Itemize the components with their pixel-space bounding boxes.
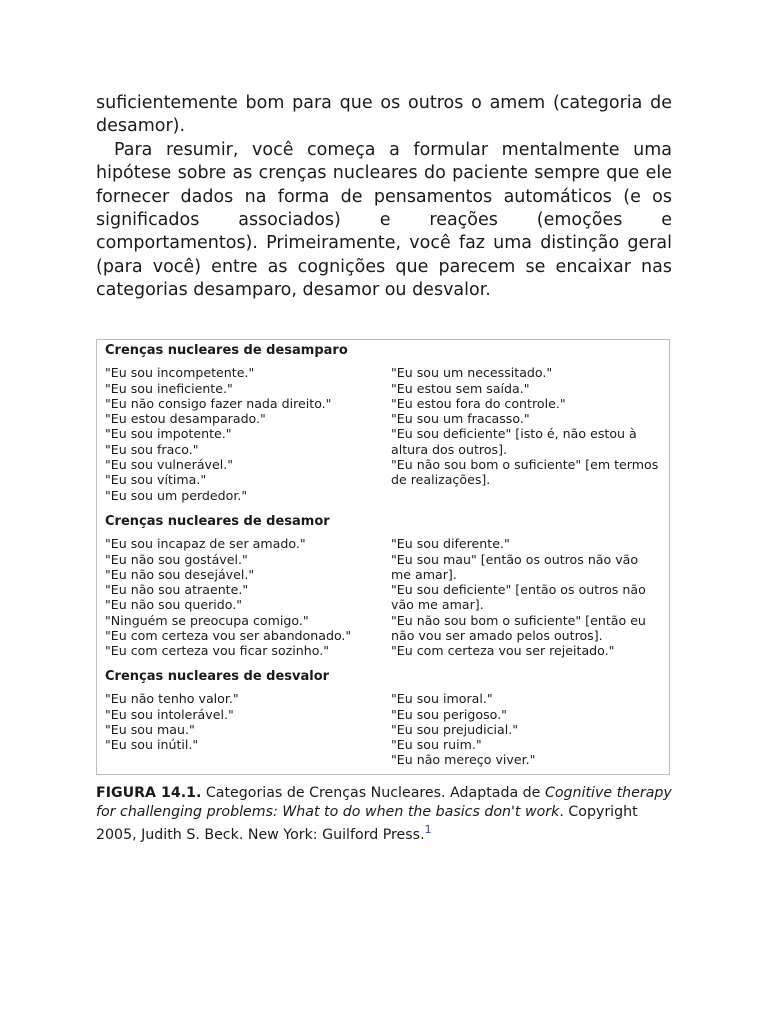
list-item: "Eu sou um fracasso."	[391, 411, 530, 427]
list-item: "Eu sou diferente."	[391, 536, 510, 552]
list-item: "Eu não sou desejável."	[105, 566, 255, 582]
right-column	[391, 691, 661, 767]
list-item: "Eu com certeza vou ser rejeitado."	[391, 643, 615, 659]
right-column	[391, 536, 661, 658]
list-item: "Eu sou deficiente" [então os outros não vão me amar].	[391, 582, 646, 613]
list-item: "Eu sou incompetente."	[105, 365, 255, 381]
right-column	[391, 365, 661, 503]
figure-label: FIGURA 14.1.	[96, 785, 202, 801]
section-desamparo	[105, 343, 661, 503]
left-column	[105, 536, 391, 658]
list-item: "Eu não mereço viver."	[391, 752, 536, 768]
core-beliefs-table	[96, 339, 670, 775]
list-item: "Eu não sou querido."	[105, 597, 243, 613]
section-desvalor	[105, 669, 661, 768]
list-item: "Eu sou deficiente" [isto é, não estou à altura dos outros].	[391, 426, 637, 457]
list-item: "Eu sou perigoso."	[391, 706, 507, 722]
list-item: "Eu estou sem saída."	[391, 380, 530, 396]
list-item: "Eu sou mau" [então os outros não vão me amar].	[391, 551, 639, 582]
left-column	[105, 365, 391, 503]
list-item: "Eu sou fraco."	[105, 441, 199, 457]
section-desamor	[105, 514, 661, 659]
caption-copyright: . Copyright 2005, Judith S. Beck. New York: Guilford Press.	[96, 803, 638, 843]
list-item: "Eu não sou bom o suficiente" [então eu não vou ser amado pelos outros].	[391, 612, 646, 644]
list-item: "Eu sou vulnerável."	[105, 457, 234, 473]
section-title: Crenças nucleares de desvalor	[105, 669, 330, 684]
list-item: "Eu sou intolerável."	[105, 706, 234, 722]
list-item: "Eu estou fora do controle."	[391, 395, 566, 411]
list-item: "Eu não tenho valor."	[105, 691, 239, 707]
caption-text: Categorias de Crenças Nucleares. Adaptada de	[201, 785, 545, 801]
list-item: "Eu com certeza vou ser abandonado."	[105, 628, 352, 644]
list-item: "Eu sou ineficiente."	[105, 380, 233, 396]
list-item: "Eu sou incapaz de ser amado."	[105, 536, 306, 552]
list-item: "Eu sou impotente."	[105, 426, 232, 442]
list-item: "Eu com certeza vou ficar sozinho."	[105, 643, 330, 659]
section-title: Crenças nucleares de desamparo	[105, 343, 348, 358]
list-item: "Eu não consigo fazer nada direito."	[105, 395, 332, 411]
footnote-reference-link[interactable]: 1	[424, 823, 432, 836]
list-item: "Eu não sou gostável."	[105, 551, 248, 567]
paragraph-1: suficientemente bom para que os outros o amem (categoria de desamor).	[96, 93, 672, 137]
list-item: "Eu sou um necessitado."	[391, 365, 553, 381]
list-item: "Eu estou desamparado."	[105, 411, 266, 427]
list-item: "Eu sou mau."	[105, 721, 195, 737]
list-item: "Eu sou ruim."	[391, 737, 482, 753]
list-item: "Ninguém se preocupa comigo."	[105, 612, 309, 628]
caption-book-title: Cognitive therapy for challenging problems: What to do when the basics don't work	[96, 785, 672, 820]
list-item: "Eu sou imoral."	[391, 691, 493, 707]
paragraph-2: Para resumir, você começa a formular mentalmente uma hipótese sobre as crenças nucleares do paciente sempre que ele fornecer dados na forma de pensamentos automáticos (e os significados associados) e reações (emoções e comportamentos). Primeiramente, você faz uma distinção geral (para você) entre as cognições que parecem se encaixar nas categorias desamparo, desamor ou desvalor.	[96, 139, 672, 301]
list-item: "Eu não sou bom o suficiente" [em termos de realizações].	[391, 457, 659, 488]
figure-caption	[96, 784, 676, 845]
left-column	[105, 691, 391, 767]
list-item: "Eu sou prejudicial."	[391, 721, 519, 737]
list-item: "Eu sou vítima."	[105, 472, 207, 488]
body-text	[96, 92, 672, 303]
list-item: "Eu não sou atraente."	[105, 582, 249, 598]
list-item: "Eu sou inútil."	[105, 737, 199, 753]
list-item: "Eu sou um perdedor."	[105, 487, 248, 503]
section-title: Crenças nucleares de desamor	[105, 514, 330, 529]
